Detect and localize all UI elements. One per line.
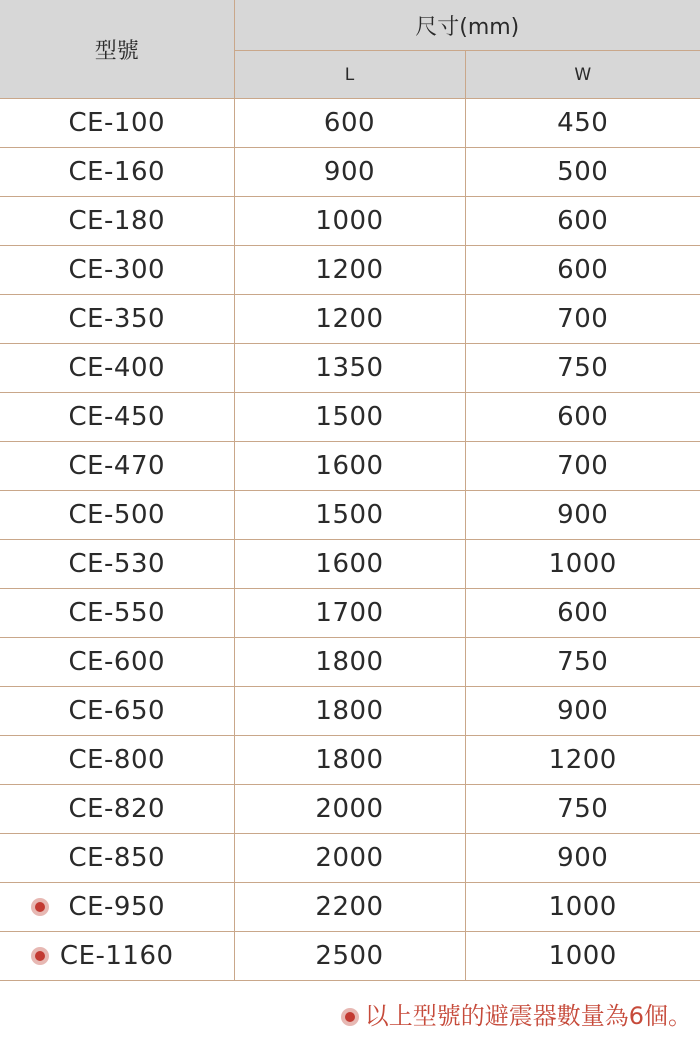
width-cell: 600 [465,393,700,442]
width-cell: 1000 [465,540,700,589]
table-row [0,540,700,589]
table-header [0,0,700,99]
model-cell [0,540,234,589]
model-cell [0,197,234,246]
length-cell: 900 [234,148,465,197]
length-cell: 1500 [234,491,465,540]
table-row [0,442,700,491]
model-cell [0,344,234,393]
model-text: CE-800 [68,745,166,775]
model-cell [0,785,234,834]
width-cell: 600 [465,197,700,246]
footnote [341,996,692,1031]
table-row [0,638,700,687]
length-column-header: L [234,51,465,99]
width-cell: 750 [465,785,700,834]
table-row [0,344,700,393]
model-text: CE-350 [68,304,166,334]
model-text: CE-160 [68,157,166,187]
table-row [0,99,700,148]
model-cell [0,246,234,295]
model-cell [0,736,234,785]
length-cell: 1000 [234,197,465,246]
model-text: CE-530 [68,549,166,579]
length-cell: 1350 [234,344,465,393]
length-cell: 1700 [234,589,465,638]
table-row [0,246,700,295]
table-row [0,295,700,344]
model-text: CE-450 [68,402,166,432]
width-cell: 1000 [465,932,700,981]
length-cell: 600 [234,99,465,148]
model-cell [0,442,234,491]
length-cell: 1800 [234,736,465,785]
red-bullseye-icon [31,898,49,916]
length-cell: 2200 [234,883,465,932]
table-row [0,687,700,736]
width-cell: 700 [465,442,700,491]
width-cell: 900 [465,687,700,736]
width-cell: 750 [465,344,700,393]
model-cell [0,638,234,687]
model-text: CE-180 [68,206,166,236]
width-cell: 450 [465,99,700,148]
length-cell: 1600 [234,540,465,589]
model-text: CE-600 [68,647,166,677]
table-row [0,785,700,834]
table-row [0,148,700,197]
length-cell: 1200 [234,295,465,344]
model-text: CE-1160 [59,941,174,971]
width-cell: 1000 [465,883,700,932]
model-cell [0,393,234,442]
model-cell [0,589,234,638]
model-cell [0,491,234,540]
width-column-header: W [465,51,700,99]
red-bullseye-icon [341,1008,359,1026]
table-row [0,883,700,932]
model-cell [0,148,234,197]
model-text: CE-400 [68,353,166,383]
length-cell: 2000 [234,834,465,883]
table-body [0,99,700,981]
model-cell [0,295,234,344]
table-row [0,589,700,638]
table-row [0,491,700,540]
table-row [0,834,700,883]
model-cell [0,834,234,883]
table-row [0,197,700,246]
model-cell [0,99,234,148]
model-text: CE-100 [68,108,166,138]
model-text: CE-820 [68,794,166,824]
length-cell: 1500 [234,393,465,442]
model-text: CE-650 [68,696,166,726]
model-text: CE-950 [68,892,166,922]
table-row [0,736,700,785]
length-cell: 2000 [234,785,465,834]
width-cell: 900 [465,491,700,540]
width-cell: 900 [465,834,700,883]
length-cell: 1800 [234,687,465,736]
size-column-header: 尺寸(mm) [234,0,700,51]
length-cell: 1200 [234,246,465,295]
width-cell: 750 [465,638,700,687]
red-bullseye-icon [31,947,49,965]
width-cell: 1200 [465,736,700,785]
model-column-header: 型號 [0,0,234,99]
model-cell [0,883,234,932]
model-text: CE-550 [68,598,166,628]
length-cell: 2500 [234,932,465,981]
length-cell: 1800 [234,638,465,687]
width-cell: 600 [465,246,700,295]
length-cell: 1600 [234,442,465,491]
width-cell: 600 [465,589,700,638]
model-text: CE-850 [68,843,166,873]
footnote-text: 以上型號的避震器數量為6個。 [364,1002,692,1030]
width-cell: 500 [465,148,700,197]
model-cell [0,932,234,981]
table-row [0,932,700,981]
model-text: CE-500 [68,500,166,530]
table-row [0,393,700,442]
model-cell [0,687,234,736]
model-text: CE-470 [68,451,166,481]
width-cell: 700 [465,295,700,344]
model-text: CE-300 [68,255,166,285]
